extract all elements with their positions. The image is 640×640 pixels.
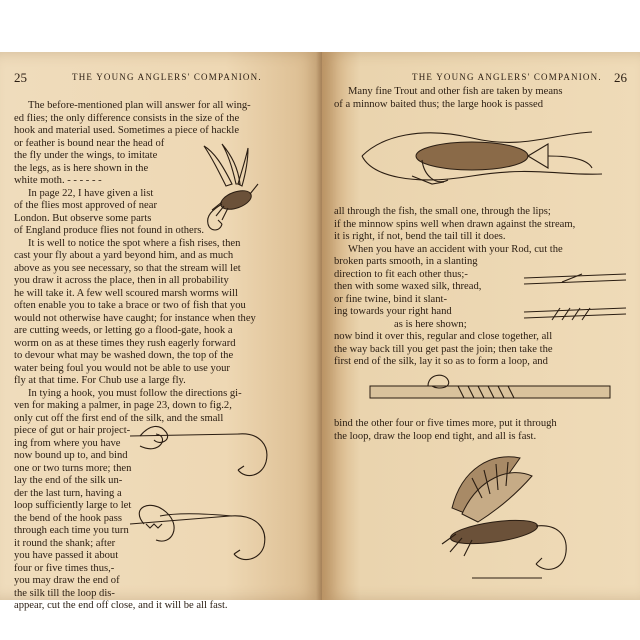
text-line: appear, cut the end off close, and it will be all fast.: [14, 600, 228, 611]
text-line: the way back till you get past the join; then take the: [334, 343, 553, 355]
text-line: through each time you turn: [14, 525, 129, 536]
page-number-right: 26: [614, 70, 627, 85]
text-line: as is here shown;: [394, 318, 467, 330]
text-line: In page 22, I have given a list: [28, 187, 154, 199]
text-line: you draw it across the place, then in all probability: [14, 275, 229, 286]
right-text-top: [334, 86, 562, 111]
running-head-left: THE YOUNG ANGLERS' COMPANION.: [72, 72, 262, 82]
open-book: [0, 52, 640, 611]
text-line: direction to fit each other thus;-: [334, 268, 468, 280]
text-line: cast your fly about a yard beyond him, and as much: [14, 250, 234, 261]
text-line: it round the shank; after: [14, 537, 116, 549]
rod-splice-small-figure: [522, 268, 632, 340]
text-line: When you have an accident with your Rod, cut the: [348, 243, 563, 255]
text-line: the silk till the loop dis-: [14, 587, 115, 599]
running-head-right: THE YOUNG ANGLERS' COMPANION.: [412, 72, 602, 82]
right-text-bottom: [334, 418, 557, 443]
minnow-bait-figure: [352, 116, 622, 204]
white-moth-figure: [192, 144, 272, 234]
text-line: now bound up to, and bind: [14, 450, 128, 461]
text-line: In tying a hook, you must follow the directions gi-: [28, 387, 242, 399]
text-line: ing towards your right hand: [334, 306, 452, 317]
text-line: would not otherwise have caught; for instance when they: [14, 312, 256, 324]
text-line: of a minnow baited thus; the large hook is passed: [334, 98, 543, 110]
text-line: first end of the silk, lay it so as to form a loop, and: [334, 356, 548, 367]
text-line: ven for making a palmer, in page 23, down to fig.2,: [14, 400, 232, 411]
text-line: water being foul you would not be able to use your: [14, 362, 230, 374]
text-line: hook and material used. Sometimes a piece of hackle: [14, 125, 240, 136]
text-line: all through the fish, the small one, through the lips;: [334, 206, 551, 217]
text-line: if the minnow spins well when drawn against the stream,: [334, 218, 576, 230]
text-line: you have passed it about: [14, 550, 119, 561]
text-line: now bind it over this, regular and close together, all: [334, 331, 553, 342]
text-line: Many fine Trout and other fish are taken by means: [348, 86, 563, 97]
text-line: broken parts smooth, in a slanting: [334, 256, 478, 267]
rod-splice-large-figure: [368, 372, 618, 412]
text-line: then with some waxed silk, thread,: [334, 281, 482, 292]
text-line: only cut off the first end of the silk, and the small: [14, 412, 224, 424]
winged-fly-figure: [422, 448, 582, 588]
text-line: lay the end of the silk un-: [14, 475, 123, 486]
left-page: [0, 52, 322, 611]
text-line: the fly under the wings, to imitate: [14, 150, 158, 161]
text-line: you may draw the end of: [14, 575, 120, 586]
text-line: the legs, as is here shown in the: [14, 162, 149, 174]
text-line: the loop, draw the loop end tight, and all is fast.: [334, 430, 537, 442]
text-line: der the last turn, having a: [14, 487, 122, 499]
text-line: of England produce flies not found in others.: [14, 225, 205, 236]
text-line: London. But observe some parts: [14, 212, 152, 224]
text-line: four or five times thus,-: [14, 562, 115, 574]
text-line: are cutting weeds, or letting go a flood-gate, hook a: [14, 325, 233, 336]
text-line: ing from where you have: [14, 437, 121, 449]
text-line: often enable you to take a brace or two of fish that you: [14, 300, 246, 311]
text-line: one or two turns more; then: [14, 462, 132, 474]
text-line: it is right, if not, bend the tail till it does.: [334, 231, 506, 242]
text-line: ed flies; the only difference consists in the size of the: [14, 112, 240, 124]
text-line: loop sufficiently large to let: [14, 500, 132, 511]
text-line: above as you see necessary, so that the stream will let: [14, 262, 241, 274]
text-line: white moth. - - - - - -: [14, 175, 102, 186]
text-line: or fine twine, bind it slant-: [334, 293, 447, 305]
text-line: It is well to notice the spot where a fish rises, then: [28, 237, 241, 249]
text-line: he will take it. A few well scoured marsh worms will: [14, 287, 238, 299]
text-line: The before-mentioned plan will answer for all wing-: [28, 100, 251, 111]
text-line: of the flies most approved of near: [14, 200, 157, 211]
text-line: worm on as at these times they rush eagerly forward: [14, 337, 236, 349]
text-line: piece of gut or hair project-: [14, 425, 131, 436]
text-line: fly at that time. For Chub use a large fly.: [14, 375, 186, 386]
text-line: or feather is bound near the head of: [14, 137, 165, 149]
hook-tying-figure: [120, 416, 290, 586]
page-number-left: 25: [14, 70, 27, 85]
text-line: the bend of the hook pass: [14, 512, 122, 524]
text-line: bind the other four or five times more, put it through: [334, 418, 557, 429]
text-line: to devour what may be washed down, the top of the: [14, 350, 234, 361]
right-page: [322, 52, 640, 600]
